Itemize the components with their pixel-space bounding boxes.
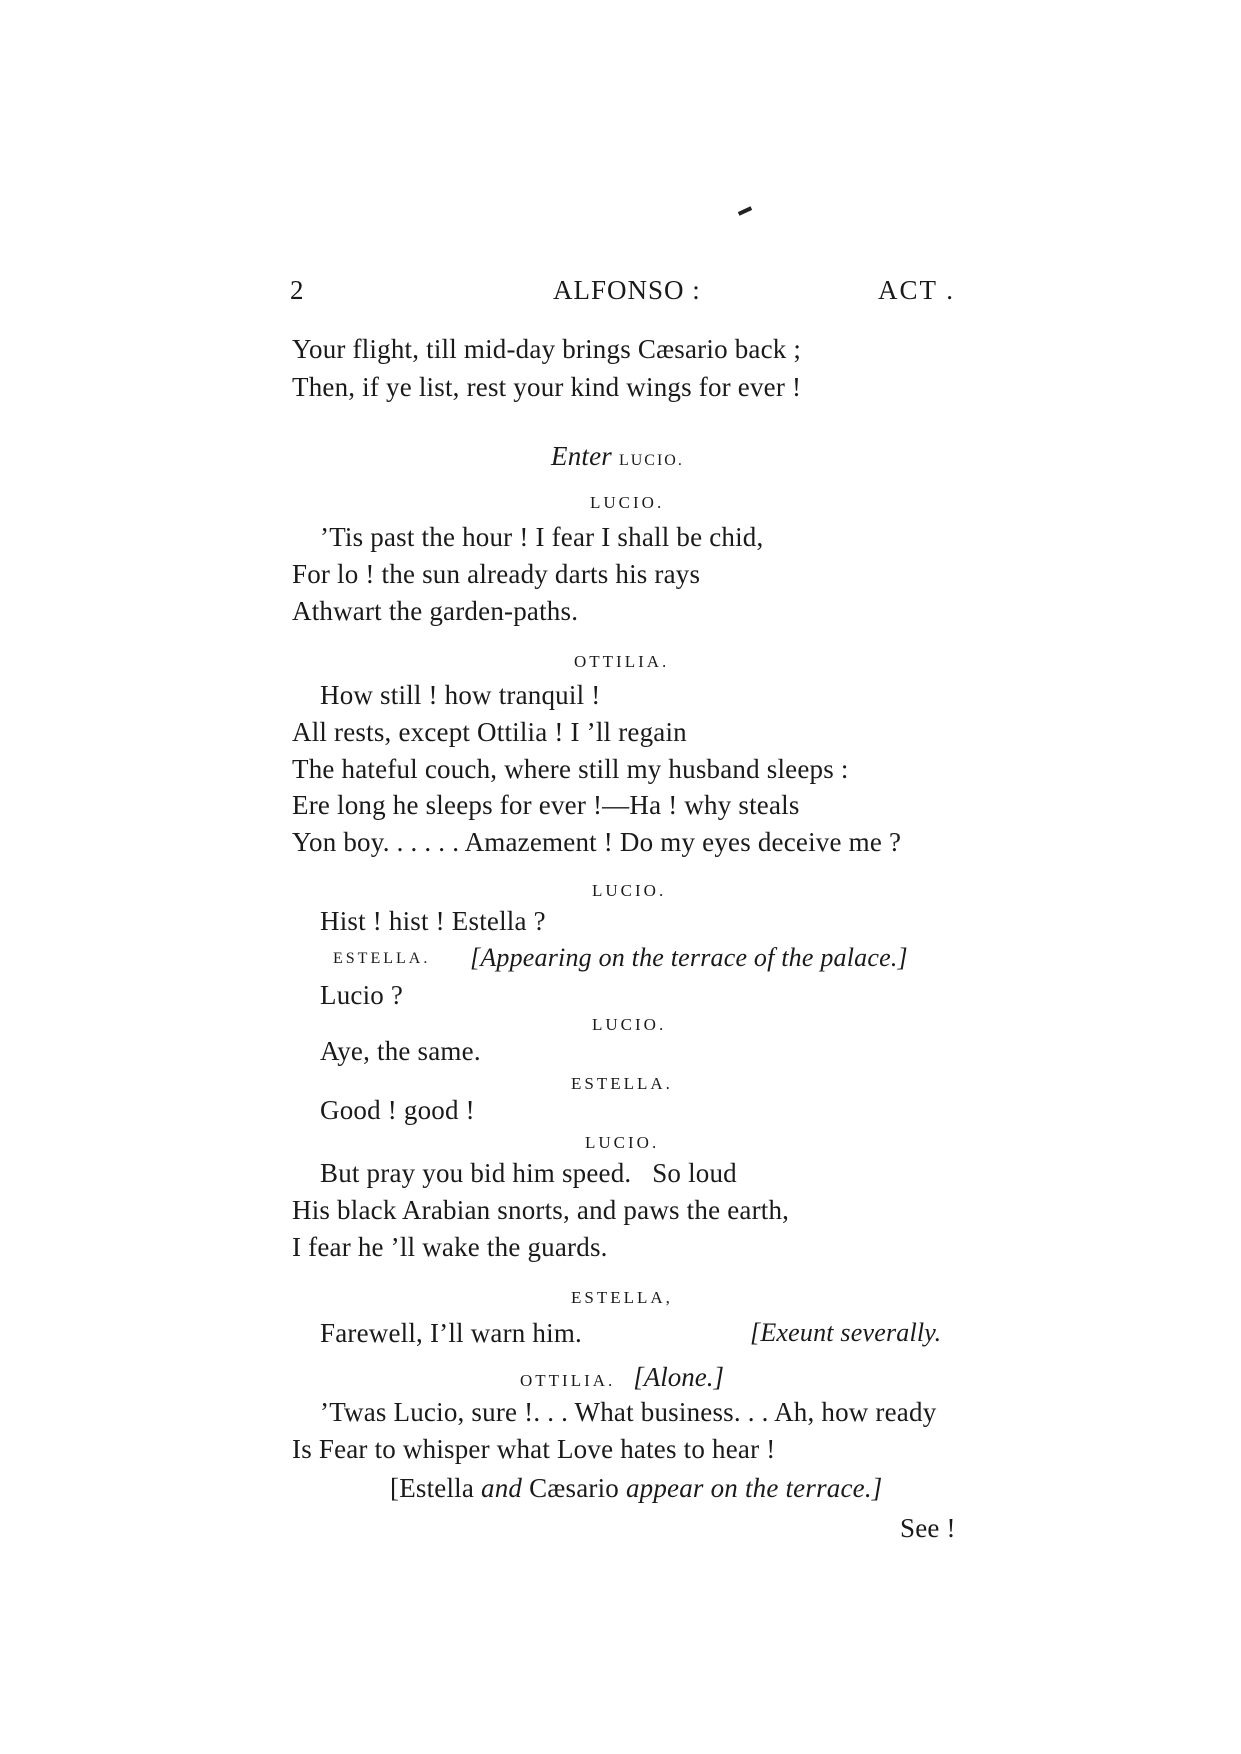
enter-word: Enter xyxy=(551,441,612,471)
verse-line: Good ! good ! xyxy=(320,1095,475,1125)
verse-line: Athwart the garden-paths. xyxy=(292,596,579,626)
speaker-heading: ESTELLA. xyxy=(571,1074,673,1093)
running-title: ALFONSO : xyxy=(553,275,701,305)
verse-line: All rests, except Ottilia ! I ’ll regain xyxy=(292,717,687,747)
speaker-heading: OTTILIA. xyxy=(520,1371,616,1390)
verse-line: Farewell, I’ll warn him. xyxy=(320,1318,582,1348)
stage-direction: [Appearing on the terrace of the palace.] xyxy=(470,943,908,972)
terrace-open: [Estella xyxy=(390,1473,475,1503)
stage-direction: [Alone.] xyxy=(633,1362,725,1392)
stage-direction-terrace xyxy=(390,1473,883,1504)
verse-line: The hateful couch, where still my husband sleeps : xyxy=(292,754,849,784)
verse-line: Your flight, till mid-day brings Cæsario back ; xyxy=(292,334,802,364)
terrace-name: Cæsario xyxy=(529,1473,619,1503)
page-number: 2 xyxy=(290,275,304,305)
verse-line: For lo ! the sun already darts his rays xyxy=(292,559,701,589)
speaker-heading: LUCIO. xyxy=(592,881,667,900)
speaker-heading: LUCIO. xyxy=(592,1015,667,1034)
verse-line: How still ! how tranquil ! xyxy=(320,680,601,710)
stage-direction: [Exeunt severally. xyxy=(750,1318,942,1347)
verse-line: ’Twas Lucio, sure !. . . What business. . . Ah, how ready xyxy=(320,1397,937,1427)
verse-line: Is Fear to whisper what Love hates to hear ! xyxy=(292,1434,776,1464)
verse-line: But pray you bid him speed. So loud xyxy=(320,1158,737,1188)
speaker-heading: LUCIO. xyxy=(590,493,665,512)
verse-line: His black Arabian snorts, and paws the earth, xyxy=(292,1195,790,1225)
enter-name: LUCIO. xyxy=(618,452,684,469)
verse-line: See ! xyxy=(900,1513,956,1543)
verse-line: Ere long he sleeps for ever !—Ha ! why steals xyxy=(292,790,800,820)
speaker-heading: ESTELLA, xyxy=(571,1288,673,1307)
speaker-line-alone xyxy=(520,1362,724,1393)
terrace-and: and xyxy=(481,1473,523,1503)
verse-line: Lucio ? xyxy=(320,980,404,1010)
speaker-heading: ESTELLA. xyxy=(333,950,431,967)
verse-line: I fear he ’ll wake the guards. xyxy=(292,1232,608,1262)
verse-line: Yon boy. . . . . . Amazement ! Do my eyes deceive me ? xyxy=(292,827,902,857)
verse-line: Hist ! hist ! Estella ? xyxy=(320,906,546,936)
print-mark xyxy=(738,206,752,216)
speaker-heading: OTTILIA. xyxy=(574,652,670,671)
terrace-rest: appear on the terrace.] xyxy=(625,1473,883,1503)
act-label: ACT . xyxy=(878,275,956,305)
verse-line: Aye, the same. xyxy=(320,1036,481,1066)
stage-direction-enter xyxy=(551,441,684,472)
speaker-heading: LUCIO. xyxy=(585,1133,660,1152)
verse-line: Then, if ye list, rest your kind wings for ever ! xyxy=(292,372,802,402)
verse-line: ’Tis past the hour ! I fear I shall be chid, xyxy=(320,522,764,552)
